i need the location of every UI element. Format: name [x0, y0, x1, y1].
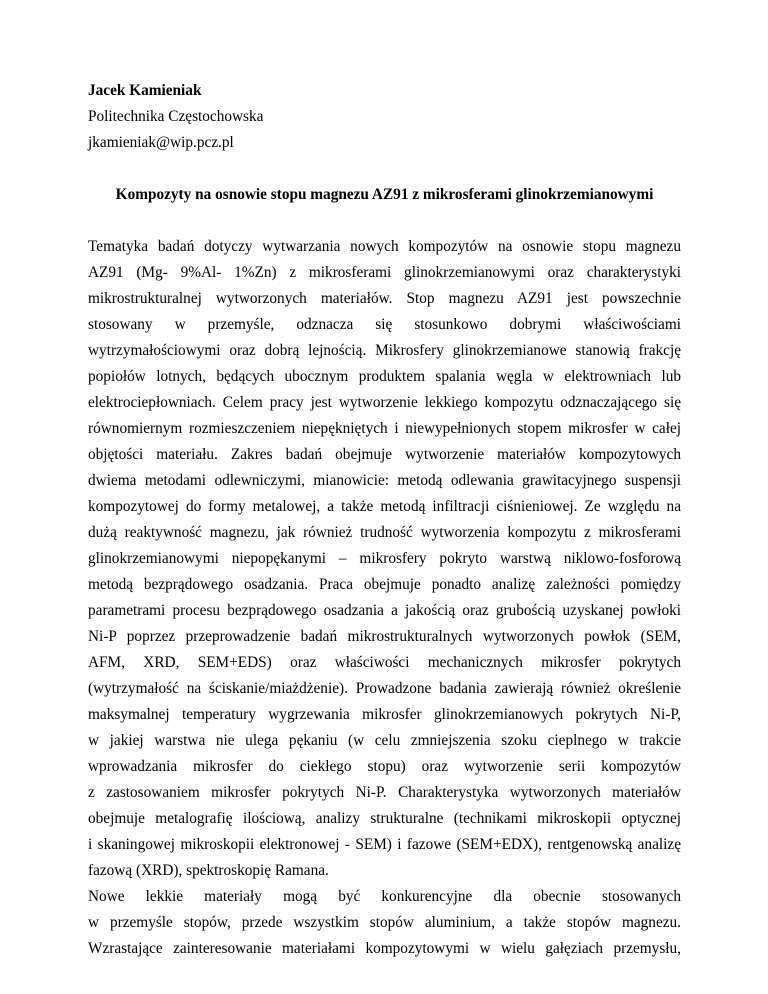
text-line: Wzrastające zainteresowanie materiałami kompozytowymi w wielu gałęziach przemysłu, [88, 940, 681, 957]
text-line: równomiernym rozmieszczeniem niepękniętych i niewypełnionych stopem mikrosfer w całej [88, 420, 681, 437]
text-line: kompozytowej do formy metalowej, a także metodą infiltracji ciśnieniowej. Ze względu na [88, 498, 681, 515]
author-affiliation: Politechnika Częstochowska [88, 108, 264, 125]
author-name: Jacek Kamieniak [88, 82, 202, 99]
text-line: Tematyka badań dotyczy wytwarzania nowych kompozytów na osnowie stopu magnezu [88, 238, 681, 255]
text-line: maksymalnej temperatury wygrzewania mikrosfer glinokrzemianowych pokrytych Ni-P, [88, 706, 681, 723]
text-line: AFM, XRD, SEM+EDS) oraz właściwości mechanicznych mikrosfer pokrytych [88, 654, 681, 671]
text-line: dwiema metodami odlewniczymi, mianowicie: metodą odlewania grawitacyjnego suspensji [88, 472, 681, 489]
text-line: i skaningowej mikroskopii elektronowej - SEM) i fazowe (SEM+EDX), rentgenowską analizę [88, 836, 681, 853]
text-line: elektrociepłowniach. Celem pracy jest wytworzenie lekkiego kompozytu odznaczającego się [88, 394, 681, 411]
text-line: dużą reaktywność magnezu, jak również trudność wytworzenia kompozytu z mikrosferami [88, 524, 681, 541]
text-line: (wytrzymałość na ściskanie/miażdżenie). Prowadzone badania zawierają również określenie [88, 680, 681, 697]
text-line: fazową (XRD), spektroskopię Ramana. [88, 862, 329, 879]
document-title: Kompozyty na osnowie stopu magnezu AZ91 z mikrosferami glinokrzemianowymi [115, 186, 654, 203]
author-email: jkamieniak@wip.pcz.pl [88, 134, 234, 151]
text-line: obejmuje metalografię ilościową, analizy strukturalne (technikami mikroskopii optycznej [88, 810, 681, 827]
text-line: objętości materiału. Zakres badań obejmuje wytworzenie materiałów kompozytowych [88, 446, 681, 463]
text-line: mikrostrukturalnej wytworzonych materiałów. Stop magnezu AZ91 jest powszechnie [88, 290, 681, 307]
abstract-paragraph-1 [88, 234, 681, 884]
abstract-paragraph-2 [88, 884, 681, 962]
text-line: Ni-P poprzez przeprowadzenie badań mikrostrukturalnych wytworzonych powłok (SEM, [88, 628, 681, 645]
text-line: glinokrzemianowymi niepopękanymi – mikrosfery pokryto warstwą niklowo-fosforową [88, 550, 681, 567]
text-line: popiołów lotnych, będących ubocznym produktem spalania węgla w elektrowniach lub [88, 368, 681, 385]
text-line: parametrami procesu bezprądowego osadzania a jakością oraz grubością uzyskanej powłoki [88, 602, 681, 619]
text-line: w jakiej warstwa nie ulega pękaniu (w celu zmniejszenia szoku cieplnego w trakcie [88, 732, 681, 749]
text-line: stosowany w przemyśle, odznacza się stosunkowo dobrymi właściwościami [88, 316, 681, 333]
text-line: AZ91 (Mg- 9%Al- 1%Zn) z mikrosferami glinokrzemianowymi oraz charakterystyki [88, 264, 681, 281]
text-line: wytrzymałościowymi oraz dobrą lejnością. Mikrosfery glinokrzemianowe stanowią frakcję [88, 342, 681, 359]
text-line: z zastosowaniem mikrosfer pokrytych Ni-P. Charakterystyka wytworzonych materiałów [88, 784, 681, 801]
text-line: wprowadzania mikrosfer do ciekłego stopu) oraz wytworzenie serii kompozytów [88, 758, 681, 775]
text-line: metodą bezprądowego osadzania. Praca obejmuje ponadto analizę zależności pomiędzy [88, 576, 681, 593]
document-page [88, 78, 681, 962]
text-line: Nowe lekkie materiały mogą być konkurencyjne dla obecnie stosowanych [88, 888, 681, 905]
text-line: w przemyśle stopów, przede wszystkim stopów aluminium, a także stopów magnezu. [88, 914, 681, 931]
